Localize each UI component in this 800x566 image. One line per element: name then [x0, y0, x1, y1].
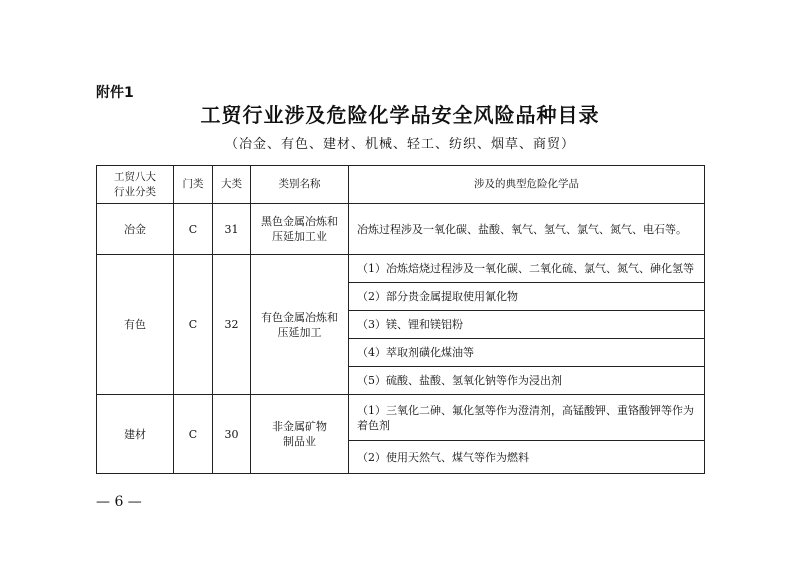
chemical-cell: （3）镁、锂和镁铝粉 — [349, 311, 705, 339]
class-name-cell: 非金属矿物 制品业 — [251, 395, 349, 474]
document-subtitle: （冶金、有色、建材、机械、轻工、纺织、烟草、商贸） — [224, 137, 575, 152]
table-row — [97, 395, 705, 441]
table-row — [97, 204, 705, 255]
industry-cell: 建材 — [97, 395, 174, 474]
major-class-cell: 31 — [213, 204, 251, 255]
table-row — [97, 255, 705, 283]
document-title: 工贸行业涉及危险化学品安全风险品种目录 — [200, 103, 600, 127]
page-number: — 6 — — [96, 494, 142, 510]
header-chemicals: 涉及的典型危险化学品 — [349, 166, 705, 204]
class-name-cell: 黑色金属冶炼和 压延加工业 — [251, 204, 349, 255]
header-category: 门类 — [174, 166, 213, 204]
chemical-catalog-table — [96, 165, 705, 474]
header-class-name: 类别名称 — [251, 166, 349, 204]
category-code-cell: C — [174, 255, 213, 395]
class-name-cell: 有色金属冶炼和 压延加工 — [251, 255, 349, 395]
table-header-row — [97, 166, 705, 204]
major-class-cell: 30 — [213, 395, 251, 474]
chemical-cell: （1）三氧化二砷、氟化氢等作为澄清剂，高锰酸钾、重铬酸钾等作为着色剂 — [349, 395, 705, 441]
category-code-cell: C — [174, 395, 213, 474]
chemical-cell: 冶炼过程涉及一氧化碳、盐酸、氧气、氢气、氯气、氮气、电石等。 — [349, 204, 705, 255]
category-code-cell: C — [174, 204, 213, 255]
header-industry: 工贸八大 行业分类 — [97, 166, 174, 204]
industry-cell: 冶金 — [97, 204, 174, 255]
major-class-cell: 32 — [213, 255, 251, 395]
chemical-cell: （1）冶炼焙烧过程涉及一氧化碳、二氧化硫、氯气、氮气、砷化氢等 — [349, 255, 705, 283]
chemical-cell: （2）使用天然气、煤气等作为燃料 — [349, 441, 705, 474]
chemical-cell: （5）硫酸、盐酸、氢氧化钠等作为浸出剂 — [349, 367, 705, 395]
header-major-class: 大类 — [213, 166, 251, 204]
chemical-cell: （2）部分贵金属提取使用氰化物 — [349, 283, 705, 311]
industry-cell: 有色 — [97, 255, 174, 395]
chemical-cell: （4）萃取剂磺化煤油等 — [349, 339, 705, 367]
attachment-label: 附件1 — [96, 85, 134, 101]
